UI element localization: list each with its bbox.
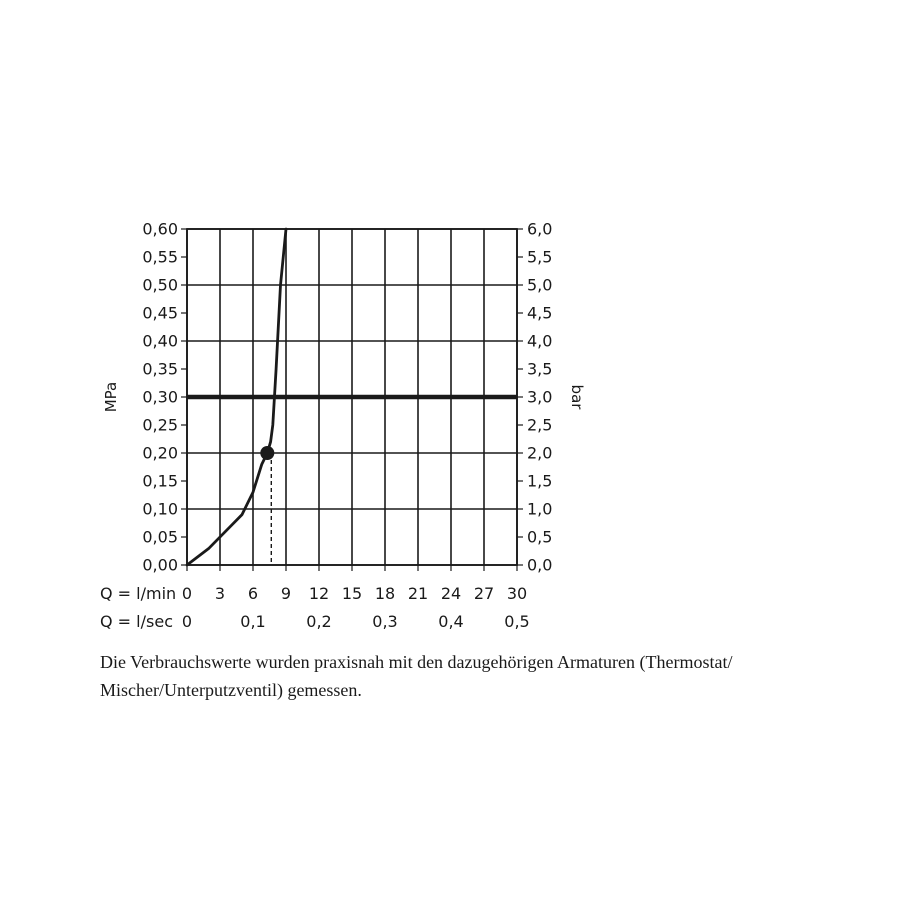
y-left-tick-label: 0,35 [142,359,178,379]
y-left-tick-label: 0,05 [142,527,178,547]
y-left-tick-label: 0,00 [142,555,178,575]
y-right-tick-label: 2,5 [527,415,553,435]
x-tick-label: 30 [506,584,528,603]
y-right-tick-label: 5,5 [527,247,553,267]
y-right-tick-label: 2,0 [527,443,553,463]
x-secondary-tick-label: 0,1 [240,612,266,631]
y-left-tick-label: 0,50 [142,275,178,295]
x-secondary-tick-label: 0,2 [306,612,332,631]
x-tick-label: 3 [214,584,226,603]
x-secondary-unit-label: Q = l/sec [100,612,173,631]
x-secondary-tick-label: 0 [181,612,193,631]
y-right-tick-label: 1,5 [527,471,553,491]
x-tick-label: 21 [407,584,429,603]
y-right-tick-label: 6,0 [527,219,553,239]
left-axis-label: MPa [102,381,120,413]
x-tick-label: 6 [247,584,259,603]
x-tick-label: 9 [280,584,292,603]
y-left-tick-label: 0,20 [142,443,178,463]
y-left-tick-label: 0,60 [142,219,178,239]
y-right-tick-label: 0,0 [527,555,553,575]
x-secondary-tick-label: 0,3 [372,612,398,631]
y-right-tick-label: 1,0 [527,499,553,519]
x-tick-label: 12 [308,584,330,603]
tick-labels [142,220,552,632]
y-right-tick-label: 5,0 [527,275,553,295]
y-left-tick-label: 0,40 [142,331,178,351]
y-left-tick-label: 0,30 [142,387,178,407]
y-left-tick-label: 0,55 [142,247,178,267]
y-right-tick-label: 4,5 [527,303,553,323]
y-left-tick-label: 0,10 [142,499,178,519]
y-left-tick-label: 0,15 [142,471,178,491]
y-left-tick-label: 0,45 [142,303,178,323]
x-tick-label: 27 [473,584,495,603]
x-tick-label: 15 [341,584,363,603]
y-right-tick-label: 4,0 [527,331,553,351]
x-secondary-tick-label: 0,4 [438,612,464,631]
y-right-tick-label: 3,0 [527,387,553,407]
grid [181,229,523,571]
caption-text: Die Verbrauchswerte wurden praxisnah mit den dazugehörigen Armaturen (Thermostat/ Mischer/Unterputzventil) gemessen. [100,652,733,700]
x-tick-label: 0 [181,584,193,603]
x-tick-label: 24 [440,584,462,603]
x-unit-label: Q = l/min [100,584,177,603]
y-right-tick-label: 3,5 [527,359,553,379]
right-axis-label: bar [568,384,586,410]
y-right-tick-label: 0,5 [527,527,553,547]
x-secondary-tick-label: 0,5 [504,612,530,631]
x-tick-label: 18 [374,584,396,603]
operating-point-marker [260,446,274,460]
y-left-tick-label: 0,25 [142,415,178,435]
